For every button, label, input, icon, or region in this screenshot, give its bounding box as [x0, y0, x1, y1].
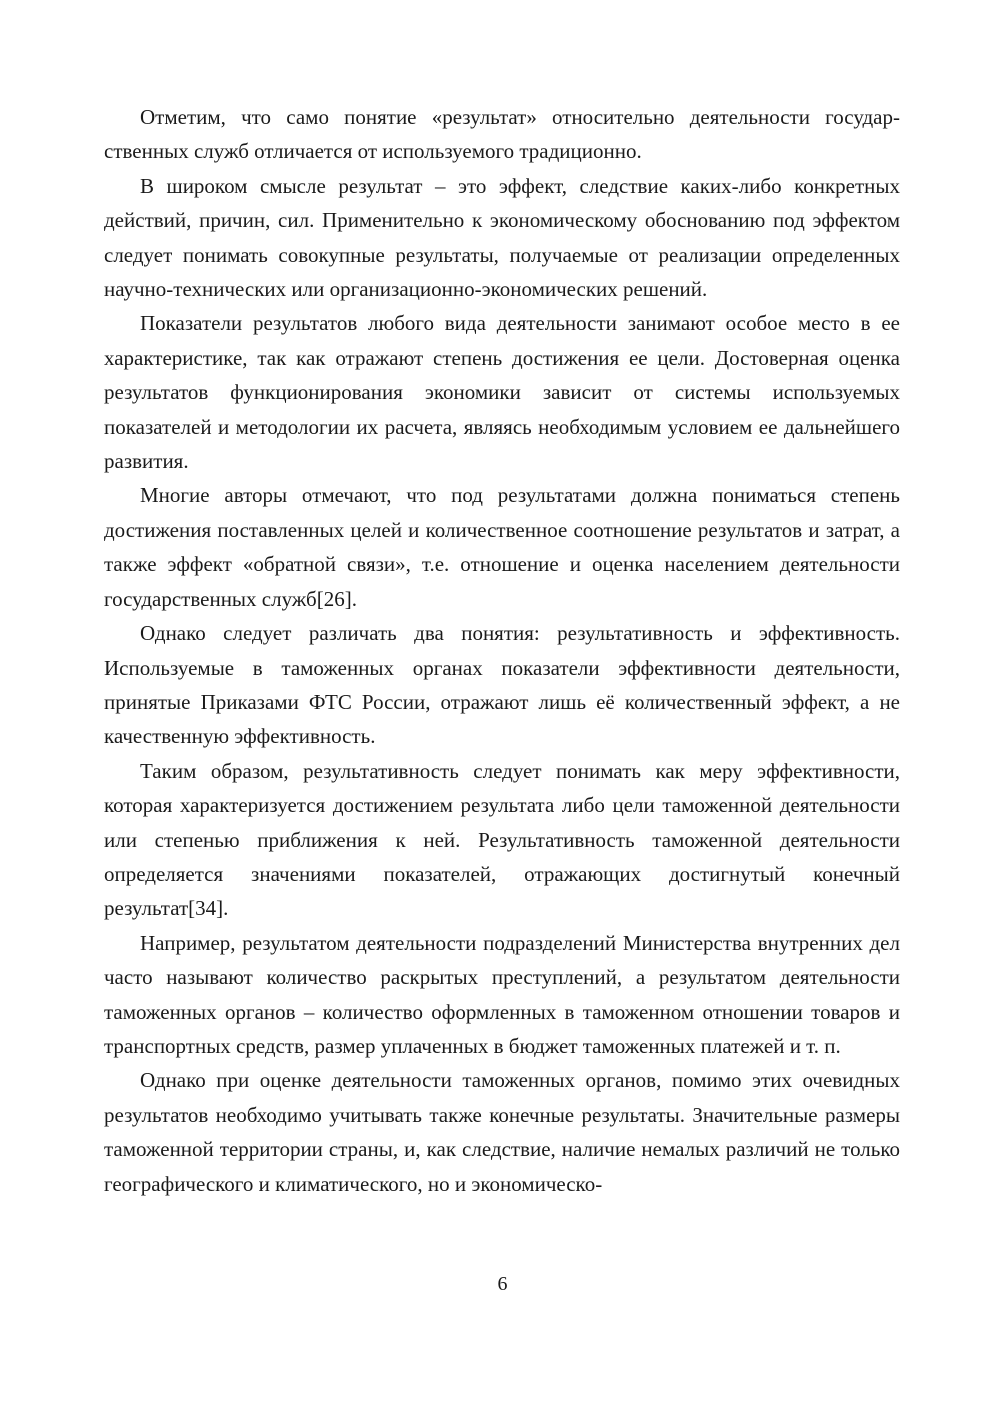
- paragraph-6: Таким образом, результативность следует понимать как меру эффективности, которая характеризуется достижением результата либо цели таможенной деятельности или степенью приближения к ней. Результативность таможенной деятельности определяется значениями показателей, отражающих достигнутый конечный результат[34].: [104, 758, 900, 921]
- paragraph-8: Однако при оценке деятельности таможенных органов, помимо этих очевидных результатов необходимо учитывать также конечные результаты. Значительные размеры таможенной территории страны, и, как следствие, наличие немалых различий не только географического и климатического, но и экономическо-: [104, 1068, 900, 1196]
- paragraph-7: Например, результатом деятельности подразделений Министерства внутренних дел часто называют количество раскрытых преступлений, а результатом деятельности таможенных органов – количество оформленных в таможенном отношении товаров и транспортных средств, размер уплаченных в бюджет таможенных платежей и т. п.: [104, 930, 900, 1058]
- paragraph-4: Многие авторы отмечают, что под результатами должна пониматься степень достижения поставленных целей и количественное соотношение результатов и затрат, а также эффект «обратной связи», т.е. отношение и оценка населением деятельности государственных служб[26].: [104, 483, 900, 611]
- paragraph-3: Показатели результатов любого вида деятельности занимают особое место в ее характеристике, так как отражают степень достижения ее цели. Достоверная оценка результатов функционирования экономики зависит от системы используемых показателей и методологии их расчета, являясь необходимым условием ее дальнейшего развития.: [104, 311, 900, 474]
- paragraph-5: Однако следует различать два понятия: результативность и эффективность. Используемые в таможенных органах показатели эффективности деятельности, принятые Приказами ФТС России, отражают лишь её количественный эффект, а не качественную эффективность.: [104, 621, 900, 749]
- page-number: 6: [497, 1273, 508, 1295]
- body-text: [104, 100, 900, 1201]
- paragraph-2: В широком смысле результат – это эффект, следствие каких-либо конкретных действий, причин, сил. Применительно к экономическому обоснованию под эффектом следует понимать совокупные результаты, получаемые от реализации определенных научно-технических или организационно-экономических решений.: [104, 173, 900, 302]
- paragraph-1: Отметим, что само понятие «результат» относительно деятельности государственных служб отличается от используемого традиционно.: [104, 105, 900, 164]
